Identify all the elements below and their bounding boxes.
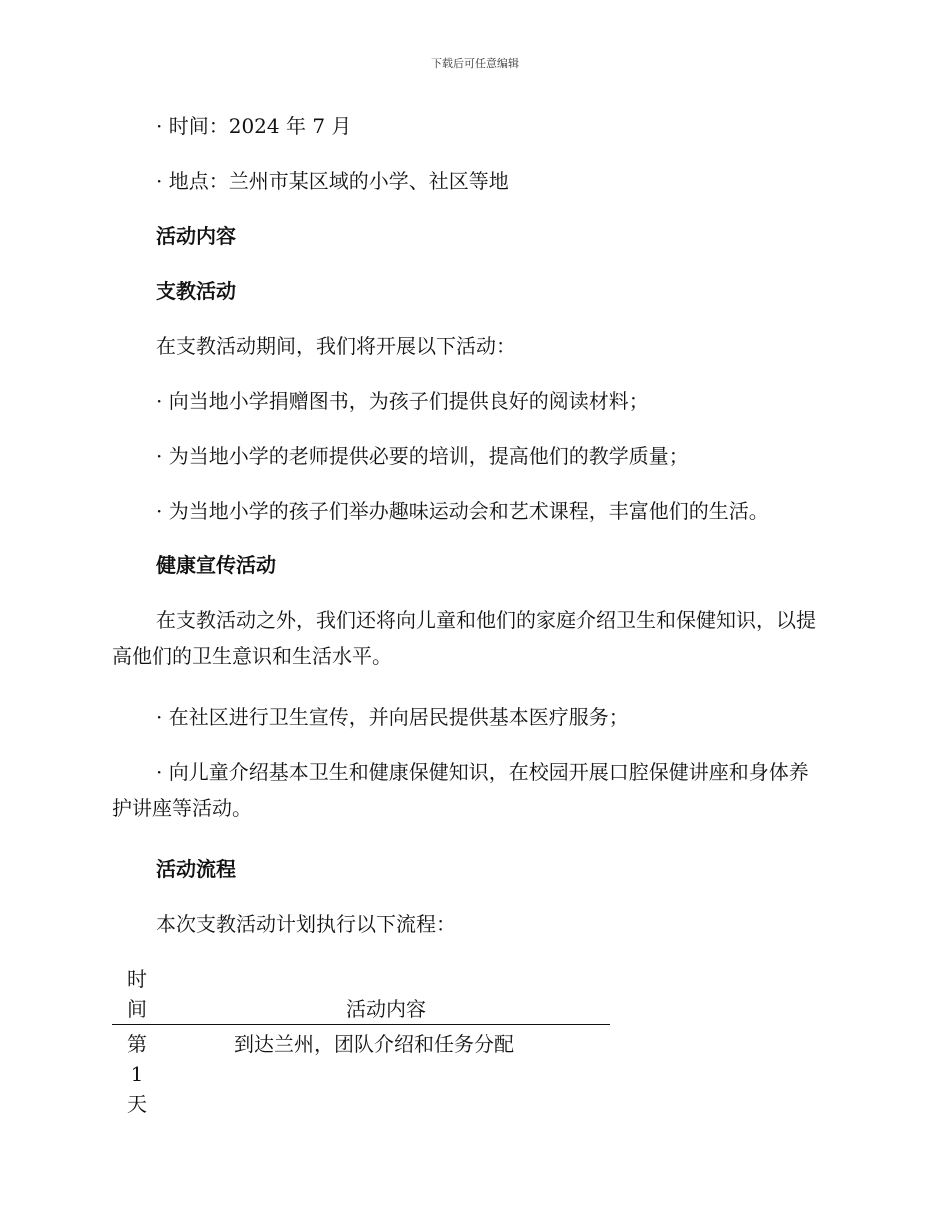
heading-health: 健康宣传活动 [156,553,276,577]
teaching-item-2: · 为当地小学的老师提供必要的培训，提高他们的教学质量； [156,444,689,468]
header-content: 活动内容 [346,997,426,1021]
flow-intro: 本次支教活动计划执行以下流程： [156,912,456,936]
teaching-item-1: · 向当地小学捐赠图书，为孩子们提供良好的阅读材料； [156,389,649,413]
time-line: · 时间：2024 年 7 月 [156,114,352,138]
heading-flow: 活动流程 [156,857,236,881]
table-row [112,1025,610,1120]
teaching-intro: 在支教活动期间，我们将开展以下活动： [156,334,516,358]
page-header-note: 下载后可任意编辑 [431,57,519,70]
place-line: · 地点：兰州市某区域的小学、社区等地 [156,169,509,193]
health-item-2: · 向儿童介绍基本卫生和健康保健知识，在校园开展口腔保健讲座和身体养护讲座等活动。 [112,760,809,820]
teaching-item-3: · 为当地小学的孩子们举办趣味运动会和艺术课程，丰富他们的生活。 [156,499,769,523]
heading-teaching: 支教活动 [156,279,236,303]
health-item-1: · 在社区进行卫生宣传，并向居民提供基本医疗服务； [156,705,629,729]
cell-content: 到达兰州，团队介绍和任务分配 [234,1032,514,1056]
health-intro: 在支教活动之外，我们还将向儿童和他们的家庭介绍卫生和保健知识，以提高他们的卫生意识和生活水平。 [112,608,816,668]
header-time: 时间 [127,967,147,1021]
schedule-table [112,964,610,1119]
heading-activity-content: 活动内容 [156,224,236,248]
cell-day: 第 1 天 [127,1032,147,1116]
table-header-row [112,964,610,1025]
